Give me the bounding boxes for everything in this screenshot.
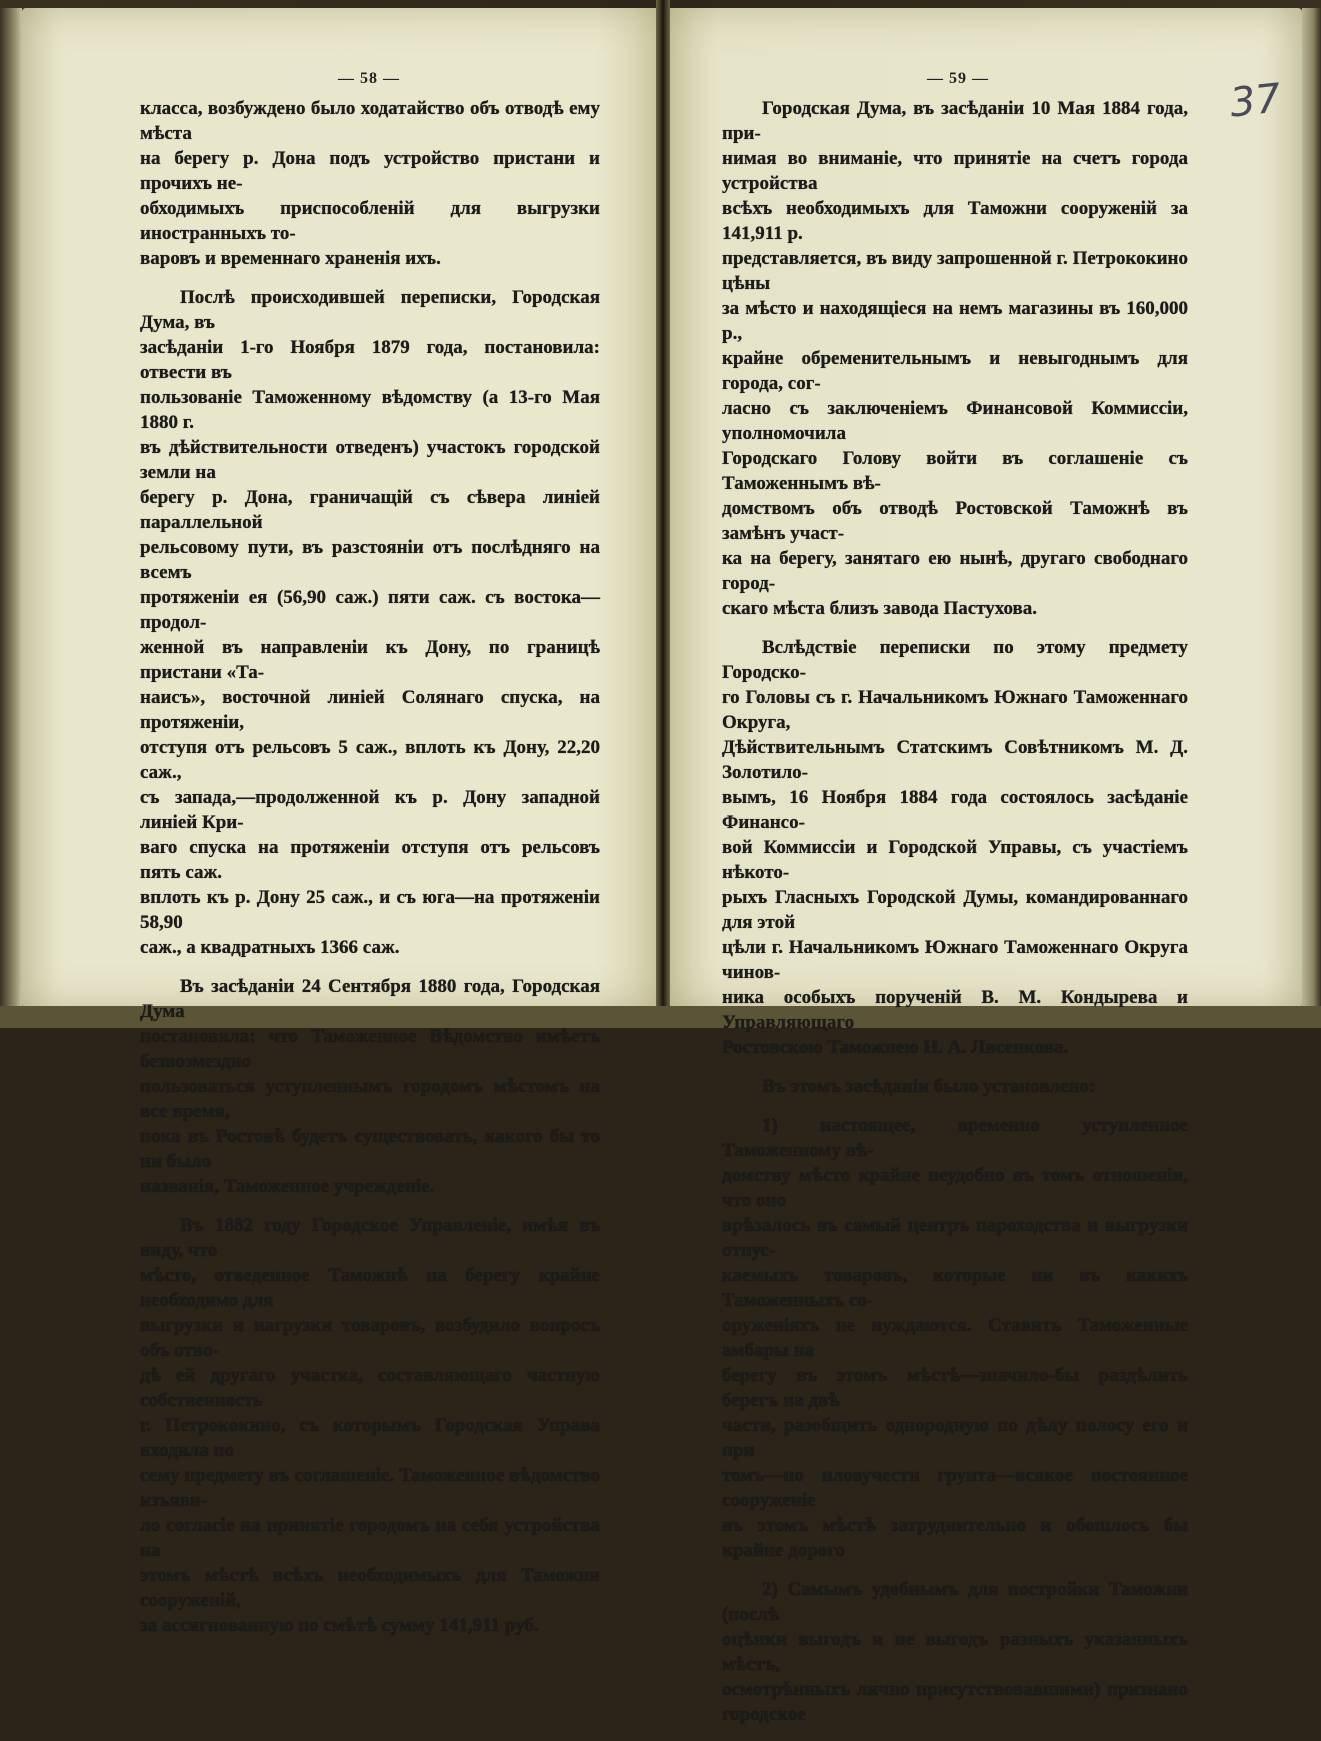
right-page-text	[722, 96, 1188, 1741]
book-right-edge	[1302, 8, 1321, 1008]
paragraph: Послѣ происходившей переписки, Городская Дума, въ засѣданіи 1-го Ноября 1879 года, постановила: отвести въ пользованіе Таможенному вѣдомству (а 13-го Мая 1880 г. въ дѣйствительности отведенъ) участокъ городской земли на берегу р. Дона, граничащій съ сѣвера линіей параллельной рельсовому пути, въ разстояніи отъ послѣдняго на всемъ протяженіи ея (56,90 саж.) пяти саж. съ востока—продол- женной въ направленіи къ Дону, по границѣ пристани «Та- наисъ», восточной линіей Солянаго спуска, на протяженіи, отступя отъ рельсовъ 5 саж., вплоть къ Дону, 22,20 саж., съ запада,—продолженной къ р. Дону западной линіей Кри- ваго спуска на протяженіи отступя отъ рельсовъ пять саж. вплоть къ р. Дону 25 саж., и съ юга—на протяженіи 58,90 саж., а квадратныхъ 1366 саж.	[140, 287, 600, 958]
book-left-edge	[0, 8, 22, 1008]
paragraph: класса, возбуждено было ходатайство объ отводѣ ему мѣста на берегу р. Дона подъ устройство пристани и прочихъ не- обходимыхъ приспособленій для выгрузки иностранныхъ то- варовъ и временнаго храненія ихъ.	[140, 98, 600, 269]
pencil-folio-mark: 37	[1227, 75, 1284, 127]
paragraph: Въ этомъ засѣданіи было установлено:	[762, 1076, 1096, 1097]
left-page-text	[140, 96, 600, 1652]
book-gutter	[656, 0, 670, 1028]
right-page-number: — 59 —	[927, 70, 989, 87]
paragraph: 2) Самымъ удобнымъ для постройки Таможни (послѣ оцѣнки выгодъ и не выгодъ разныхъ указанныхъ мѣстъ, осмотрѣнныхъ лично присутствовавшими) признано городское	[722, 1579, 1188, 1725]
paragraph: Въ засѣданіи 24 Сентября 1880 года, Городская Дума постановила: что Таможенное Вѣдомство имѣетъ безвозмездно пользоваться уступленнымъ городомъ мѣстомъ на все время, пока въ Ростовѣ будетъ существовать, какого бы то ни было названія, Таможенное учрежденіе.	[140, 976, 600, 1197]
left-page-number: — 58 —	[338, 70, 400, 87]
paragraph: Городская Дума, въ засѣданіи 10 Мая 1884 года, при- нимая во вниманіе, что принятіе на счетъ города устройства всѣхъ необходимыхъ для Таможни сооруженій за 141,911 р. представляется, въ виду запрошенной г. Петрококино цѣны за мѣсто и находящіеся на немъ магазины въ 160,000 р., крайне обременительнымъ и невыгоднымъ для города, сог- ласно съ заключеніемъ Финансовой Коммиссіи, уполномочила Городскаго Голову войти въ соглашеніе съ Таможеннымъ вѣ- домствомъ объ отводѣ Ростовской Таможнѣ въ замѣнъ участ- ка на берегу, занятаго ею нынѣ, другаго свободнаго город- скаго мѣста близъ завода Пастухова.	[722, 98, 1188, 619]
paragraph: Въ 1882 году Городское Управленіе, имѣя въ виду, что мѣсто, отведенное Таможнѣ на берегу крайне необходимо для выгрузки и нагрузки товаровъ, возбудило вопросъ объ отво- дѣ ей другаго участка, составляющаго частную собственность г. Петрококино, съ которымъ Городская Управа входила по сему предмету въ соглашеніе. Таможенное вѣдомство изъяви- ло согласіе на принятіе городомъ на себя устройства на этомъ мѣстѣ всѣхъ необходимыхъ для Таможни сооруженій, за ассигнованную по смѣтѣ сумму 141,911 руб.	[140, 1215, 600, 1636]
paragraph: 1) настоящее, временно уступленное Таможенному вѣ- домству мѣсто крайне неудобно въ томъ отношеніи, что оно врѣзалось въ самый центръ пароходства и выгрузки отпус- каемыхъ товаровъ, которые ни въ какихъ Таможенныхъ со- оруженіяхъ не нуждаются. Ставить Таможенные амбары на берегу въ этомъ мѣстѣ—значило-бы раздѣлить берегъ на двѣ части, разобщить однородную по дѣлу полосу его и при томъ—по пловучести грунта—всякое постоянное сооруженіе въ этомъ мѣстѣ затруднительно и обошлось бы крайне дорого	[722, 1115, 1188, 1561]
paragraph: Вслѣдствіе переписки по этому предмету Городско- го Головы съ г. Начальникомъ Южнаго Таможеннаго Округа, Дѣйствительнымъ Статскимъ Совѣтникомъ М. Д. Золотило- вымъ, 16 Ноября 1884 года состоялось засѣданіе Финансо- вой Коммиссіи и Городской Управы, съ участіемъ нѣкото- рыхъ Гласныхъ Городской Думы, командированнаго для этой цѣли г. Начальникомъ Южнаго Таможеннаго Округа чинов- ника особыхъ порученій В. М. Кондырева и Управляющаго Ростовскою Таможнею Н. А. Лисенкова.	[722, 637, 1188, 1058]
